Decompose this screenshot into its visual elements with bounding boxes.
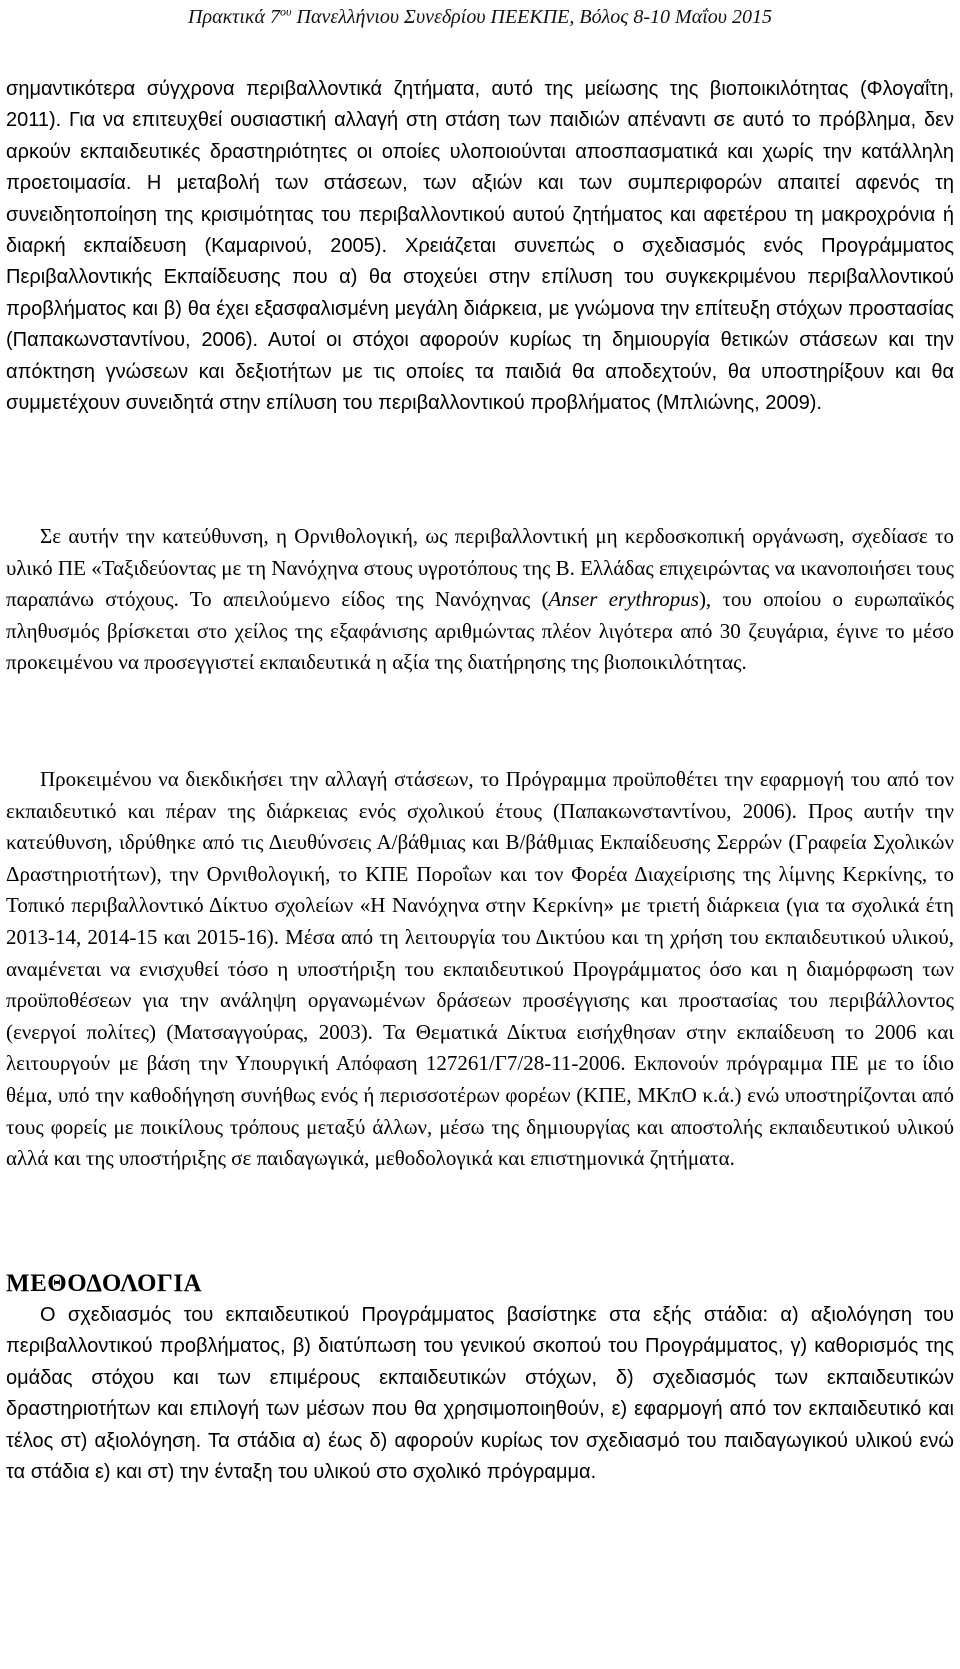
methodology-block	[6, 1300, 954, 1488]
paragraph-2	[6, 521, 954, 679]
paragraph-1-block	[6, 74, 954, 419]
paragraph-1: σημαντικότερα σύγχρονα περιβαλλοντικά ζητήματα, αυτό της μείωσης της βιοποικιλότητας (Φλογαΐτη, 2011). Για να επιτευχθεί ουσιαστική αλλαγή στη στάση των παιδιών απέναντι σε αυτό το πρόβλημα, δεν αρκούν εκπαιδευτικές δραστηριότητες οι οποίες υλοποιούνται αποσπασματικά και χωρίς την κατάλληλη προετοιμασία. Η μεταβολή των στάσεων, των αξιών και των συμπεριφορών απαιτεί αφενός τη συνειδητοποίηση της κρισιμότητας του περιβαλλοντικού αυτού ζητήματος και αφετέρου τη μακροχρόνια ή διαρκή εκπαίδευση (Καμαρινού, 2005). Χρειάζεται συνεπώς ο σχεδιασμός ενός Προγράμματος Περιβαλλοντικής Εκπαίδευσης που α) θα στοχεύει στην επίλυση του συγκεκριμένου περιβαλλοντικού προβλήματος και β) θα έχει εξασφαλισμένη μεγάλη διάρκεια, με γνώμονα την επίτευξη στόχων προστασίας (Παπακωνσταντίνου, 2006). Αυτοί οι στόχοι αφορούν κυρίως τη δημιουργία θετικών στάσεων και την απόκτηση γνώσεων και δεξιοτήτων με τις οποίες τα παιδιά θα αποδεχτούν, θα υποστηρίξουν και θα συμμετέχουν συνειδητά στην επίλυση του περιβαλλοντικού προβλήματος (Μπλιώνης, 2009).	[6, 78, 954, 415]
methodology-paragraph: Ο σχεδιασμός του εκπαιδευτικού Προγράμματος βασίστηκε στα εξής στάδια: α) αξιολόγηση του περιβαλλοντικού προβλήματος, β) διατύπωση του γενικού σκοπού του Προγράμματος, γ) καθορισμός της ομάδας στόχου και των επιμέρους εκπαιδευτικών στόχων, δ) σχεδιασμός των εκπαιδευτικών δραστηριοτήτων και επιλογή των μέσων που θα χρησιμοποιηθούν, ε) εφαρμογή από τον εκπαιδευτικό και τέλος στ) αξιολόγηση. Τα στάδια α) έως δ) αφορούν κυρίως τον σχεδιασμό του παιδαγωγικού υλικού ενώ τα στάδια ε) και στ) την ένταξη του υλικού στο σχολικό πρόγραμμα.	[6, 1304, 954, 1484]
running-header	[0, 4, 960, 30]
header-superscript: ου	[279, 4, 292, 19]
paragraph-2-text-b: ), του οποίου ο ευρωπαϊκός πληθυσμός βρίσκεται στο χείλος της εξαφάνισης αριθμώντας πλέον λιγότερα από 30 ζευγάρια, έγινε το μέσο προκειμένου να προσεγγιστεί εκπαιδευτικά η αξία της διατήρησης της βιοποικιλότητας.	[6, 587, 954, 675]
paragraph-3: Προκειμένου να διεκδικήσει την αλλαγή στάσεων, το Πρόγραμμα προϋποθέτει την εφαρμογή του από τον εκπαιδευτικό και πέραν της διάρκειας ενός σχολικού έτους (Παπακωνσταντίνου, 2006). Προς αυτήν την κατεύθυνση, ιδρύθηκε από τις Διευθύνσεις Α/βάθμιας και Β/βάθμιας Εκπαίδευσης Σερρών (Γραφεία Σχολικών Δραστηριοτήτων), την Ορνιθολογική, το ΚΠΕ Ποροΐων και τον Φορέα Διαχείρισης της λίμνης Κερκίνης, το Τοπικό περιβαλλοντικό Δίκτυο σχολείων «Η Νανόχηνα στην Κερκίνη» με τριετή διάρκεια (για τα σχολικά έτη 2013-14, 2014-15 και 2015-16). Μέσα από τη λειτουργία του Δικτύου και τη χρήση του εκπαιδευτικού υλικού, αναμένεται να ενισχυθεί τόσο η υποστήριξη του εκπαιδευτικού Προγράμματος όσο και η διαμόρφωση των προϋποθέσεων για την ανάληψη οργανωμένων δράσεων προσέγγισης και προστασίας του περιβάλλοντος (ενεργοί πολίτες) (Ματσαγγούρας, 2003). Τα Θεματικά Δίκτυα εισήχθησαν στην εκπαίδευση το 2006 και λειτουργούν με βάση την Υπουργική Απόφαση 127261/Γ7/28-11-2006. Εκπονούν πρόγραμμα ΠΕ με το ίδιο θέμα, υπό την καθοδήγηση συνήθως ενός ή περισσοτέρων φορέων (ΚΠΕ, ΜΚπΟ κ.ά.) ενώ υποστηρίζονται από τους φορείς με ποικίλους τρόπους μεταξύ άλλων, μέσω της δημιουργίας και αποστολής εκπαιδευτικού υλικού αλλά και της υποστήριξης σε παιδαγωγικά, μεθοδολογικά και επιστημονικά ζητήματα.	[6, 767, 954, 1171]
header-suffix: Πανελλήνιου Συνεδρίου ΠΕΕΚΠΕ, Βόλος 8-10 Μαΐου 2015	[291, 6, 772, 28]
header-prefix: Πρακτικά 7	[188, 6, 280, 28]
paragraph-3-block	[6, 764, 954, 1175]
paragraph-2-block	[6, 521, 954, 679]
species-latin-name: Anser erythropus	[548, 587, 699, 612]
paragraph-2-text-a: Σε αυτήν την κατεύθυνση, η Ορνιθολογική, ως περιβαλλοντική μη κερδοσκοπική οργάνωση, σχεδίασε το υλικό ΠΕ «Ταξιδεύοντας με τη Νανόχηνα στους υγροτόπους της Β. Ελλάδας επιχειρώντας να ικανοποιήσει τους παραπάνω στόχους. Το απειλούμενο είδος της Νανόχηνας (	[6, 524, 954, 612]
section-heading: ΜΕΘΟΔΟΛΟΓΙΑ	[6, 1270, 203, 1297]
